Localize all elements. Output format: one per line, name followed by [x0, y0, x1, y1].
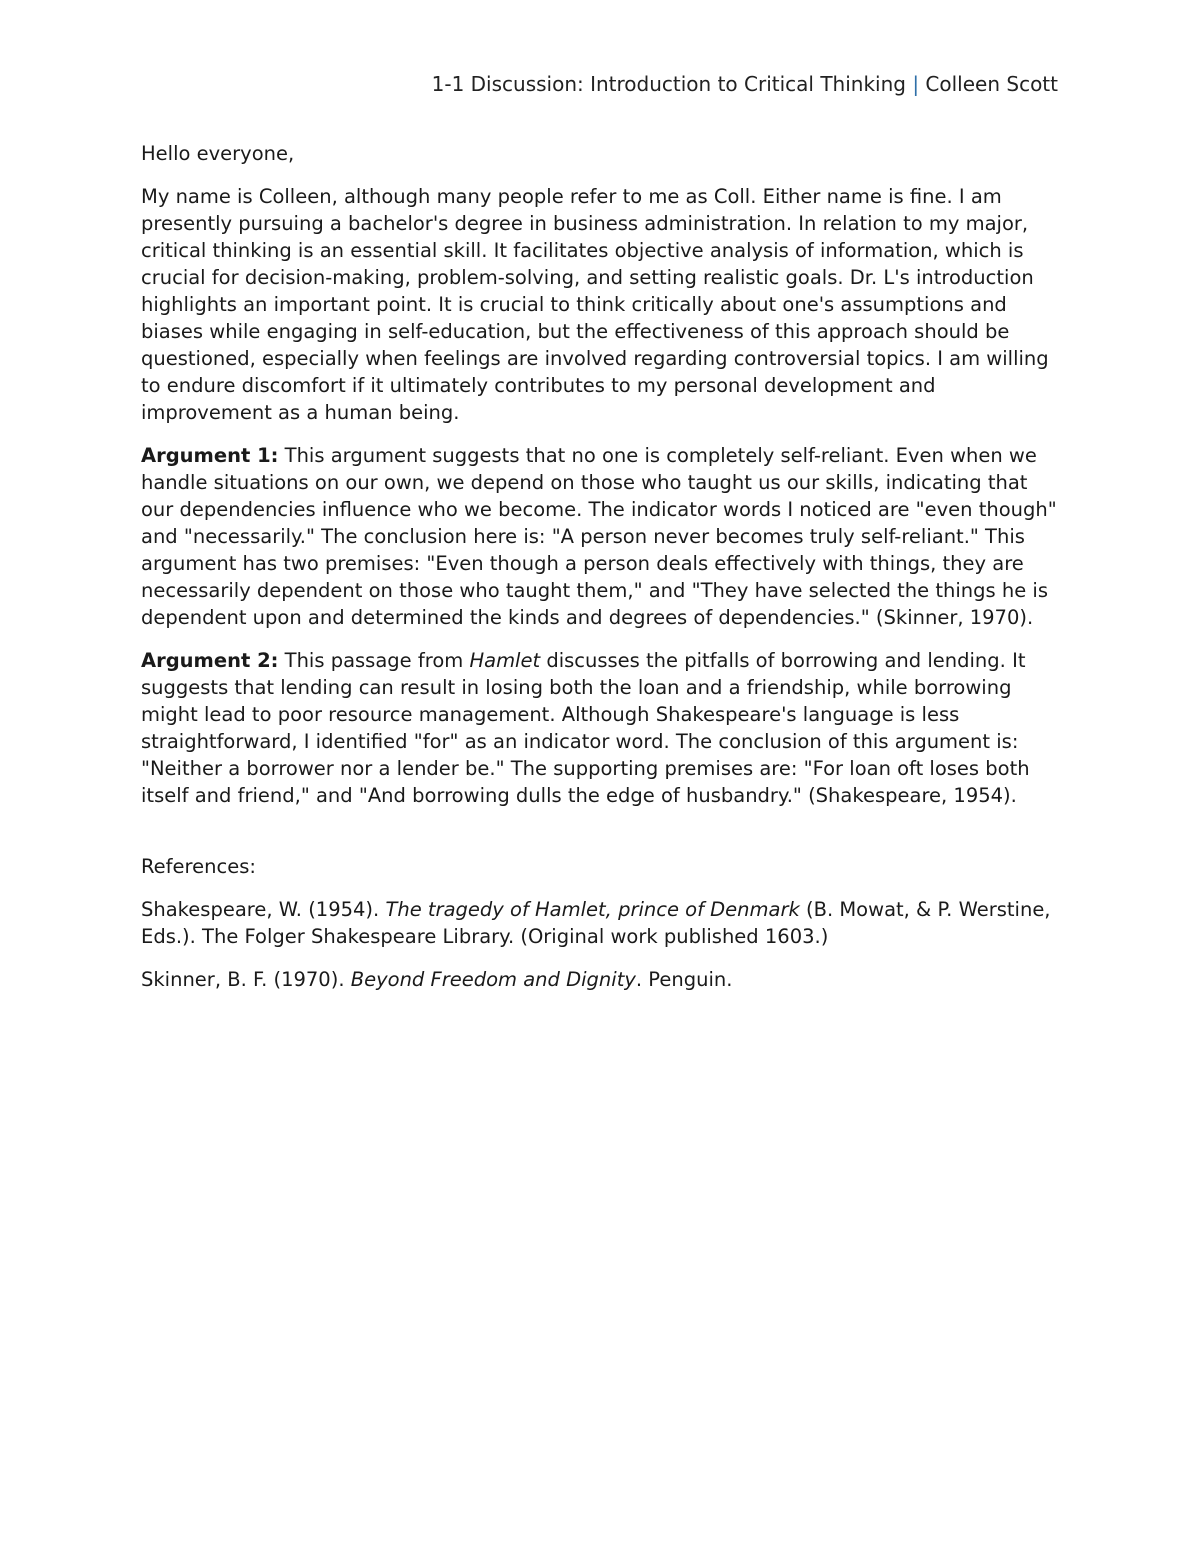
argument-1-paragraph — [141, 442, 1061, 631]
reference-2-details: . Penguin. — [635, 968, 733, 991]
argument-2-text-after: discusses the pitfalls of borrowing and lending. It suggests that lending can result in losing both the loan and a friendship, while borrowing might lead to poor resource management. Although Shakespeare's language is less straightforward, I identified "for" as an indicator word. The conclusion of this argument is: "Neither a borrower nor a lender be." The supporting premises are: "For loan oft loses both itself and friend," and "And borrowing dulls the edge of husbandry." (Shakespeare, 1954). — [141, 649, 1030, 807]
argument-2-label: Argument 2: — [141, 649, 279, 672]
reference-1-author: Shakespeare, W. (1954). — [141, 898, 386, 921]
reference-2-author: Skinner, B. F. (1970). — [141, 968, 351, 991]
header-separator: | — [912, 72, 920, 96]
header-title: 1-1 Discussion: Introduction to Critical Thinking — [431, 72, 906, 96]
header-author: Colleen Scott — [925, 72, 1058, 96]
argument-2-text-before: This passage from — [278, 649, 470, 672]
greeting: Hello everyone, — [141, 142, 295, 165]
argument-2-work-title: Hamlet — [469, 649, 541, 672]
document-body — [141, 140, 1061, 1009]
argument-1-label: Argument 1: — [141, 444, 279, 467]
page-header — [432, 70, 1058, 98]
reference-1-details: (B. Mowat, & P. Werstine, Eds.). The Folger Shakespeare Library. (Original work published 1603.) — [141, 898, 1051, 948]
reference-shakespeare — [141, 896, 1061, 950]
reference-1-title: The tragedy of Hamlet, prince of Denmark — [385, 898, 800, 921]
section-spacer — [141, 825, 1061, 853]
intro-paragraph: My name is Colleen, although many people refer to me as Coll. Either name is fine. I am presently pursuing a bachelor's degree in business administration. In relation to my major, critical thinking is an essential skill. It facilitates objective analysis of information, which is crucial for decision-making, problem-solving, and setting realistic goals. Dr. L's introduction highlights an important point. It is crucial to think critically about one's assumptions and biases while engaging in self-education, but the effectiveness of this approach should be questioned, especially when feelings are involved regarding controversial topics. I am willing to endure discomfort if it ultimately contributes to my personal development and improvement as a human being. — [141, 185, 1049, 424]
references-heading: References: — [141, 855, 256, 878]
reference-2-title: Beyond Freedom and Dignity — [350, 968, 636, 991]
reference-skinner — [141, 966, 1061, 993]
argument-2-paragraph — [141, 647, 1061, 809]
argument-1-text: This argument suggests that no one is completely self-reliant. Even when we handle situations on our own, we depend on those who taught us our skills, indicating that our dependencies influence who we become. The indicator words I noticed are "even though" and "necessarily." The conclusion here is: "A person never becomes truly self-reliant." This argument has two premises: "Even though a person deals effectively with things, they are necessarily dependent on those who taught them," and "They have selected the things he is dependent upon and determined the kinds and degrees of dependencies." (Skinner, 1970). — [141, 444, 1057, 629]
